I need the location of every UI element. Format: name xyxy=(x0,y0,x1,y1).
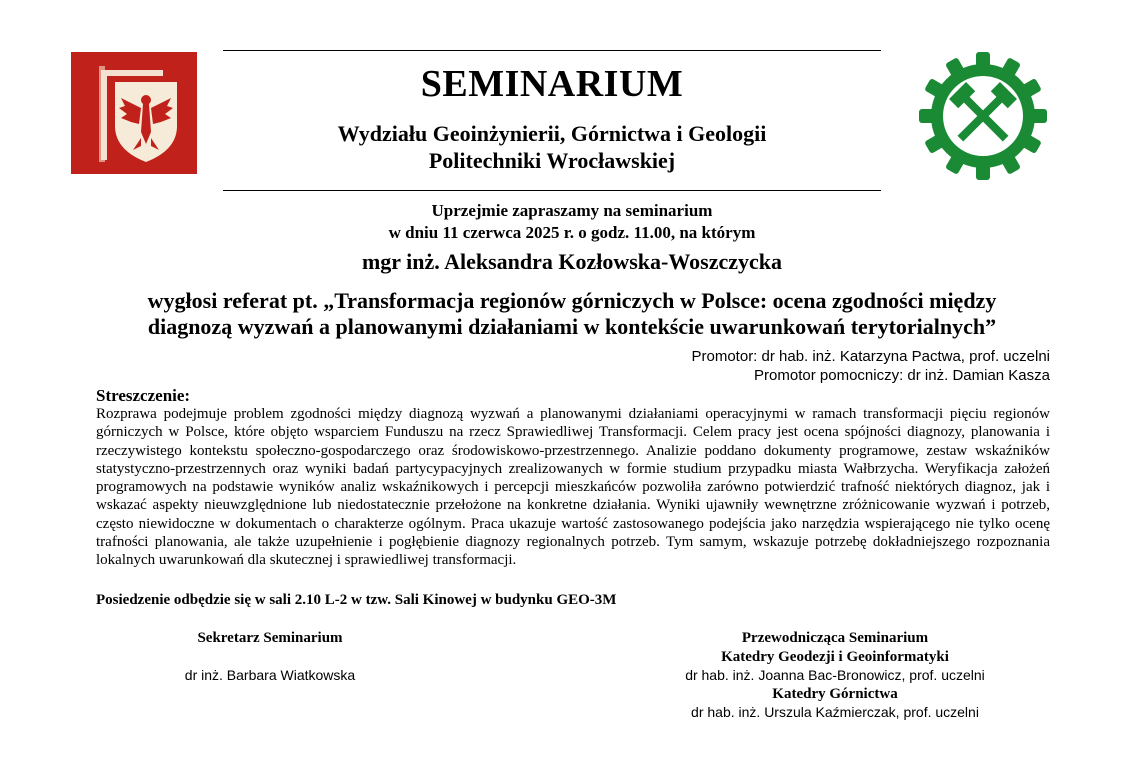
abstract-heading: Streszczenie: xyxy=(96,386,191,405)
assistant-promotor: Promotor pomocniczy: dr inż. Damian Kasza xyxy=(754,367,1050,384)
faculty-subtitle xyxy=(223,120,881,174)
seminar-title: SEMINARIUM xyxy=(420,63,684,105)
invitation xyxy=(200,200,944,244)
signature-chairs xyxy=(650,629,1020,722)
secretary-role: Sekretarz Seminarium xyxy=(197,630,343,646)
chair-dept-1: Katedry Geodezji i Geoinformatyki xyxy=(721,648,949,665)
header-top-rule xyxy=(223,50,881,51)
speaker-name: mgr inż. Aleksandra Kozłowska-Woszczycka xyxy=(361,249,783,274)
venue-info: Posiedzenie odbędzie się w sali 2.10 L-2 w tzw. Sali Kinowej w budynku GEO-3M xyxy=(96,592,617,608)
abstract-text: Rozprawa podejmuje problem zgodności między diagnozą wyzwań a planowanymi działaniami operacyjnymi w ramach transformacji pięciu regionów górniczych w Polsce, które objęto wsparciem Funduszu na rzecz Sprawiedliwej Transformacji. Celem pracy jest ocena spójności diagnozy, planowania i rzeczywistego kontekstu społeczno-gospodarczego oraz środowiskowo-przestrzennego. Analizie poddano dokumenty programowe, zestaw wskaźników statystyczno-przestrzennych oraz wyniki badań partycypacyjnych zrealizowanych w formie studium przypadku miasta Wałbrzycha. Weryfikacja założeń programowych na podstawie wyników analiz wskaźnikowych i percepcji mieszkańców pozwoliła zarówno potwierdzić trafność niektórych diagnoz, jak i wskazać aspekty nieuwzględnione lub niedostatecznie przełożone na konkretne działania. Wyniki ujawniły wewnętrzne zróżnicowanie wyzwań i potrzeb, często niewidoczne w dokumentach o charakterze ogólnym. Praca ukazuje wartość zastosowanego podejścia jako narzędzia wspierającego nie tylko ocenę trafności planowania, ale także uzupełnienie i pogłębienie diagnozy regionalnych potrzeb. Tym samym, wskazuje potrzebę dokładniejszego rozpoznania lokalnych uwarunkowań dla skutecznej i sprawiedliwej transformacji. xyxy=(96,406,1050,569)
chair-role: Przewodnicząca Seminarium xyxy=(741,630,929,646)
header-bottom-rule xyxy=(223,190,881,191)
promotors-block xyxy=(560,347,1050,385)
chair-dept-2: Katedry Górnictwa xyxy=(772,685,898,702)
talk-title xyxy=(90,288,1054,340)
faculty-name: Wydziału Geoinżynierii, Górnictwa i Geologii xyxy=(337,121,767,146)
promotor: Promotor: dr hab. inż. Katarzyna Pactwa, prof. uczelni xyxy=(691,348,1050,365)
chair-name-1: dr hab. inż. Joanna Bac-Bronowicz, prof. uczelni xyxy=(685,667,985,683)
pwr-eagle-logo-icon xyxy=(71,52,197,174)
chair-name-2: dr hab. inż. Urszula Kaźmierczak, prof. uczelni xyxy=(691,704,979,720)
invitation-date-line: w dniu 11 czerwca 2025 r. o godz. 11.00, na którym xyxy=(388,223,756,242)
university-name: Politechniki Wrocławskiej xyxy=(428,148,676,173)
talk-title-line-1: wygłosi referat pt. „Transformacja regionów górniczych w Polsce: ocena zgodności między xyxy=(147,288,997,313)
signature-secretary xyxy=(120,629,420,684)
secretary-name: dr inż. Barbara Wiatkowska xyxy=(184,666,356,683)
mining-gear-hammers-logo-icon xyxy=(918,50,1048,182)
invitation-line-1: Uprzejmie zapraszamy na seminarium xyxy=(431,201,713,220)
talk-title-line-2: diagnozą wyzwań a planowanymi działaniami w kontekście uwarunkowań terytorialnych” xyxy=(147,314,997,339)
